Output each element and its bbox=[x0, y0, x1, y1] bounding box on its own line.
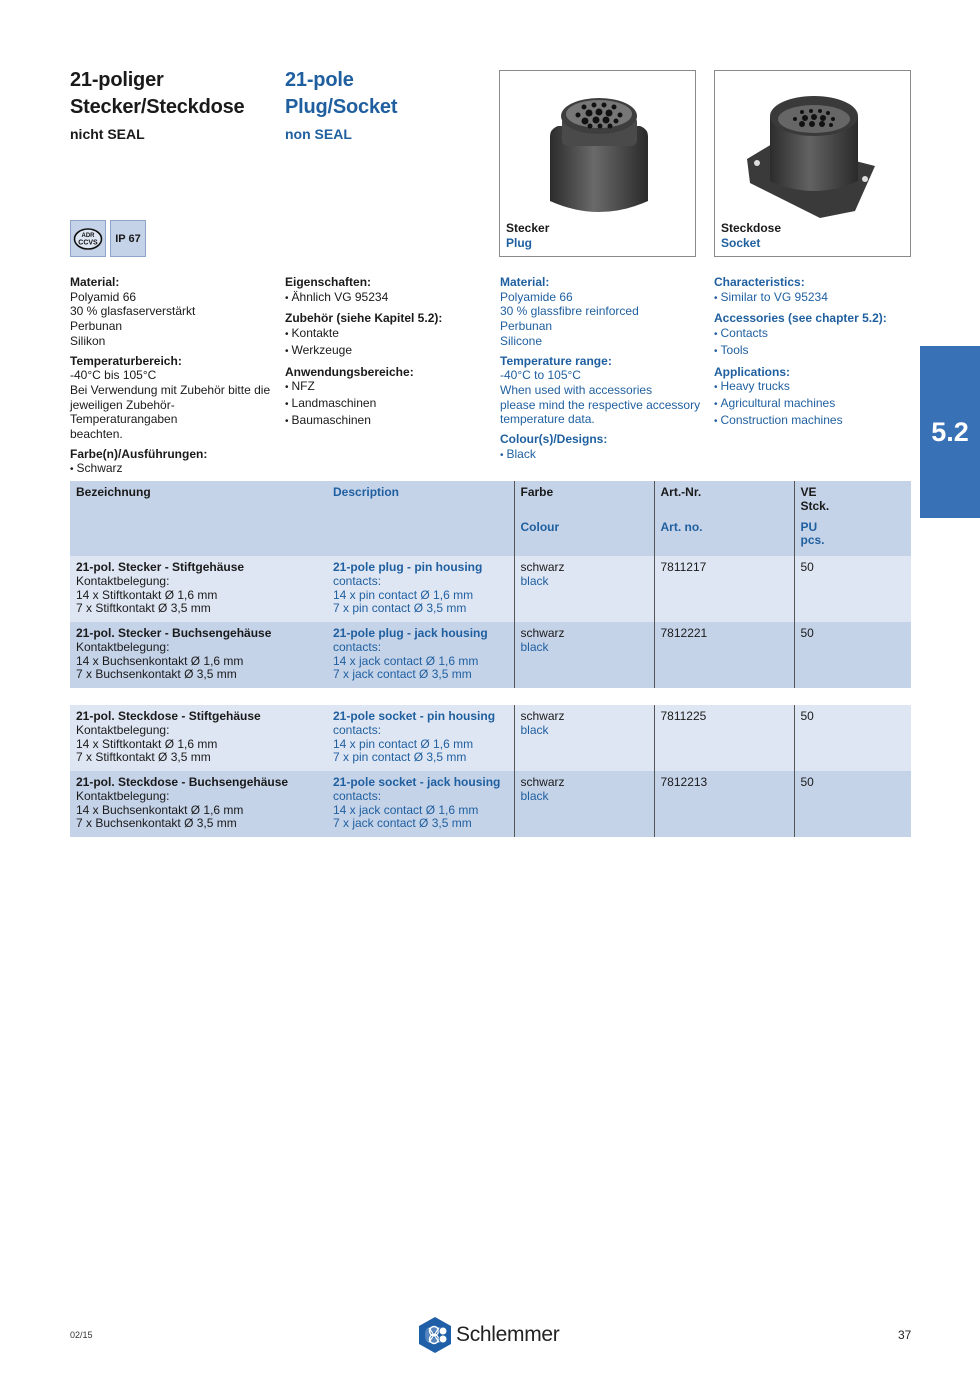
chapter-tab[interactable]: 5.2 bbox=[920, 346, 980, 518]
header-bezeichnung: Bezeichnung bbox=[70, 481, 327, 556]
cell-artnr: 7811225 bbox=[654, 705, 794, 771]
cell-bezeichnung bbox=[70, 771, 327, 837]
spec-line: Perbunan bbox=[70, 319, 123, 334]
cell-description bbox=[327, 556, 514, 622]
row-line: Kontaktbelegung: bbox=[76, 573, 170, 588]
socket-caption bbox=[721, 221, 781, 251]
ccvs-certification-icon bbox=[70, 220, 106, 257]
spec-line: jeweiligen Zubehör-Temperaturangaben bbox=[70, 397, 178, 427]
spec-line: Perbunan bbox=[500, 319, 553, 334]
product-table-plugs bbox=[70, 481, 911, 688]
specs-de-right bbox=[285, 275, 495, 429]
spec-heading: Farbe(n)/Ausführungen: bbox=[70, 446, 208, 461]
cell-colour bbox=[514, 556, 654, 622]
spec-line: -40°C bis 105°C bbox=[70, 368, 157, 383]
spec-bullet: • Baumaschinen bbox=[285, 413, 495, 430]
row-line: contacts: bbox=[333, 788, 382, 803]
cell-colour bbox=[514, 705, 654, 771]
cell-description bbox=[327, 622, 514, 688]
plug-image bbox=[500, 71, 697, 221]
spec-heading: Applications: bbox=[714, 364, 791, 379]
cell-bezeichnung bbox=[70, 556, 327, 622]
table-row bbox=[70, 556, 911, 622]
colour-en: black bbox=[520, 722, 549, 737]
title-de-line1: 21-poliger bbox=[70, 69, 164, 91]
cell-bezeichnung bbox=[70, 705, 327, 771]
certification-badges bbox=[70, 220, 146, 257]
row-line: 7 x jack contact Ø 3,5 mm bbox=[333, 816, 472, 831]
specs-en-left bbox=[500, 275, 710, 463]
spec-bullet: • Schwarz bbox=[70, 461, 280, 478]
cell-description bbox=[327, 705, 514, 771]
specs-en-right bbox=[714, 275, 924, 429]
svg-text:ADR: ADR bbox=[81, 232, 95, 239]
header-artno-label: Art. no. bbox=[660, 519, 703, 534]
table-row bbox=[70, 705, 911, 771]
spec-heading: Material: bbox=[500, 275, 550, 289]
spec-line: Polyamid 66 bbox=[70, 289, 137, 304]
brand-name: Schlemmer bbox=[456, 1323, 560, 1346]
socket-image-box bbox=[714, 70, 911, 257]
title-de bbox=[70, 67, 244, 143]
row-title-de: 21-pol. Stecker - Stiftgehäuse bbox=[76, 560, 245, 574]
spec-line: beachten. bbox=[70, 427, 123, 442]
ip67-badge: IP 67 bbox=[110, 220, 146, 257]
row-line: 14 x jack contact Ø 1,6 mm bbox=[333, 653, 479, 668]
cell-ve: 50 bbox=[794, 622, 911, 688]
spec-heading: Material: bbox=[70, 275, 120, 289]
row-line: Kontaktbelegung: bbox=[76, 788, 170, 803]
row-line: 7 x Stiftkontakt Ø 3,5 mm bbox=[76, 750, 211, 765]
row-line: 14 x jack contact Ø 1,6 mm bbox=[333, 802, 479, 817]
cell-description bbox=[327, 771, 514, 837]
row-line: 7 x jack contact Ø 3,5 mm bbox=[333, 667, 472, 682]
socket-caption-de: Steckdose bbox=[721, 221, 782, 235]
socket-image bbox=[715, 71, 912, 221]
row-line: 14 x pin contact Ø 1,6 mm bbox=[333, 736, 474, 751]
colour-en: black bbox=[520, 788, 549, 803]
header-artnr-label: Art.-Nr. bbox=[660, 485, 702, 499]
brand-logo bbox=[417, 1316, 560, 1354]
cell-artnr: 7811217 bbox=[654, 556, 794, 622]
row-line: contacts: bbox=[333, 573, 382, 588]
spec-line: Polyamide 66 bbox=[500, 289, 573, 304]
cell-ve: 50 bbox=[794, 705, 911, 771]
product-table-sockets bbox=[70, 705, 911, 837]
colour-de: schwarz bbox=[520, 709, 565, 723]
spec-line: please mind the respective accessory bbox=[500, 397, 701, 412]
spec-bullet: • Construction machines bbox=[714, 413, 924, 430]
spec-line: Silicone bbox=[500, 333, 543, 348]
spec-line: 30 % glassfibre reinforced bbox=[500, 304, 639, 319]
spec-bullet: • Agricultural machines bbox=[714, 396, 924, 413]
header-pcs-label: pcs. bbox=[800, 533, 825, 548]
page-number: 37 bbox=[898, 1328, 912, 1342]
colour-en: black bbox=[520, 573, 549, 588]
title-en-line2: Plug/Socket bbox=[285, 96, 398, 118]
spec-bullet: • Black bbox=[500, 447, 710, 464]
spec-heading: Anwendungsbereiche: bbox=[285, 364, 414, 379]
spec-bullet: • Werkzeuge bbox=[285, 343, 495, 360]
cell-artnr: 7812213 bbox=[654, 771, 794, 837]
subtitle-de: nicht SEAL bbox=[70, 126, 145, 142]
cell-bezeichnung bbox=[70, 622, 327, 688]
row-title-en: 21-pole plug - pin housing bbox=[333, 560, 483, 574]
plug-caption-de: Stecker bbox=[506, 221, 550, 235]
cell-colour bbox=[514, 622, 654, 688]
row-line: 14 x Buchsenkontakt Ø 1,6 mm bbox=[76, 653, 244, 668]
spec-heading: Characteristics: bbox=[714, 275, 805, 289]
header-pu-label: PU bbox=[800, 519, 818, 534]
row-title-en: 21-pole plug - jack housing bbox=[333, 626, 488, 640]
spec-line: Bei Verwendung mit Zubehör bitte die bbox=[70, 382, 271, 397]
table-row bbox=[70, 771, 911, 837]
header-colour-label: Colour bbox=[520, 519, 560, 534]
header-artnr bbox=[654, 481, 794, 556]
header-farbe-label: Farbe bbox=[520, 485, 554, 499]
row-line: 7 x pin contact Ø 3,5 mm bbox=[333, 601, 467, 616]
spec-bullet: • Ähnlich VG 95234 bbox=[285, 290, 495, 307]
row-line: 7 x Buchsenkontakt Ø 3,5 mm bbox=[76, 667, 237, 682]
table-header bbox=[70, 481, 911, 556]
row-line: 7 x pin contact Ø 3,5 mm bbox=[333, 750, 467, 765]
spec-line: Silikon bbox=[70, 333, 106, 348]
colour-de: schwarz bbox=[520, 626, 565, 640]
row-title-en: 21-pole socket - pin housing bbox=[333, 709, 496, 723]
spec-heading: Accessories (see chapter 5.2): bbox=[714, 311, 887, 326]
schlemmer-logo-icon bbox=[417, 1316, 453, 1354]
footer-date: 02/15 bbox=[70, 1330, 93, 1340]
row-title-de: 21-pol. Steckdose - Stiftgehäuse bbox=[76, 709, 261, 723]
row-title-de: 21-pol. Steckdose - Buchsengehäuse bbox=[76, 775, 289, 789]
spec-bullet: • Heavy trucks bbox=[714, 379, 924, 396]
spec-heading: Temperaturbereich: bbox=[70, 353, 182, 368]
spec-line: -40°C to 105°C bbox=[500, 368, 581, 383]
svg-text:CCVS: CCVS bbox=[78, 239, 98, 246]
header-description: Description bbox=[327, 481, 514, 556]
plug-caption bbox=[506, 221, 549, 251]
row-title-en: 21-pole socket - jack housing bbox=[333, 775, 501, 789]
title-en-line1: 21-pole bbox=[285, 69, 354, 91]
spec-bullet: • NFZ bbox=[285, 379, 495, 396]
colour-de: schwarz bbox=[520, 775, 565, 789]
spec-bullet: • Landmaschinen bbox=[285, 396, 495, 413]
spec-line: When used with accessories bbox=[500, 382, 653, 397]
row-line: 14 x Stiftkontakt Ø 1,6 mm bbox=[76, 587, 218, 602]
header-ve bbox=[794, 481, 911, 556]
spec-bullet: • Similar to VG 95234 bbox=[714, 290, 924, 307]
plug-caption-en: Plug bbox=[506, 236, 532, 250]
cell-artnr: 7812221 bbox=[654, 622, 794, 688]
row-line: contacts: bbox=[333, 639, 382, 654]
spec-heading: Temperature range: bbox=[500, 353, 612, 368]
header-stck-label: Stck. bbox=[800, 498, 830, 513]
plug-image-box bbox=[499, 70, 696, 257]
colour-de: schwarz bbox=[520, 560, 565, 574]
row-line: 7 x Buchsenkontakt Ø 3,5 mm bbox=[76, 816, 237, 831]
spec-bullet: • Tools bbox=[714, 343, 924, 360]
cell-ve: 50 bbox=[794, 556, 911, 622]
title-de-line2: Stecker/Steckdose bbox=[70, 96, 245, 118]
spec-bullet: • Contacts bbox=[714, 326, 924, 343]
cell-colour bbox=[514, 771, 654, 837]
spec-bullet: • Kontakte bbox=[285, 326, 495, 343]
row-line: contacts: bbox=[333, 722, 382, 737]
spec-line: temperature data. bbox=[500, 412, 595, 427]
row-line: 14 x pin contact Ø 1,6 mm bbox=[333, 587, 474, 602]
socket-caption-en: Socket bbox=[721, 236, 761, 250]
row-line: Kontaktbelegung: bbox=[76, 639, 170, 654]
title-en bbox=[285, 67, 397, 143]
header-ve-label: VE bbox=[800, 485, 817, 499]
table-row bbox=[70, 622, 911, 688]
spec-heading: Colour(s)/Designs: bbox=[500, 432, 608, 447]
header-colour bbox=[514, 481, 654, 556]
specs-de-left bbox=[70, 275, 280, 478]
cell-ve: 50 bbox=[794, 771, 911, 837]
row-line: 14 x Stiftkontakt Ø 1,6 mm bbox=[76, 736, 218, 751]
row-title-de: 21-pol. Stecker - Buchsengehäuse bbox=[76, 626, 272, 640]
colour-en: black bbox=[520, 639, 549, 654]
row-line: Kontaktbelegung: bbox=[76, 722, 170, 737]
row-line: 14 x Buchsenkontakt Ø 1,6 mm bbox=[76, 802, 244, 817]
subtitle-en: non SEAL bbox=[285, 126, 352, 142]
spec-heading: Zubehör (siehe Kapitel 5.2): bbox=[285, 311, 443, 326]
row-line: 7 x Stiftkontakt Ø 3,5 mm bbox=[76, 601, 211, 616]
spec-heading: Eigenschaften: bbox=[285, 275, 372, 289]
spec-line: 30 % glasfaserverstärkt bbox=[70, 304, 196, 319]
